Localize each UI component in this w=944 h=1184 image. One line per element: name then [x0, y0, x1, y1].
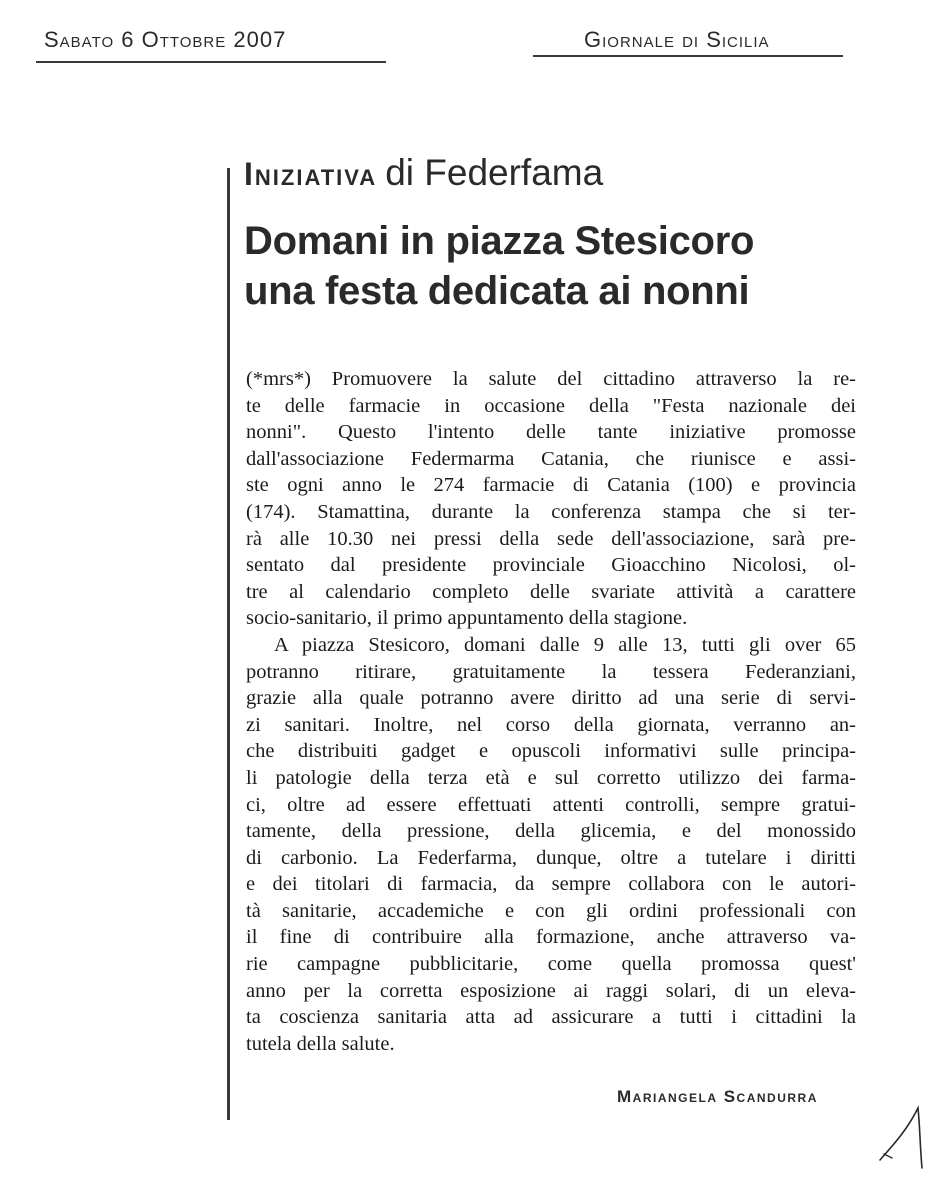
headline-line: Domani in piazza Stesicoro	[244, 219, 755, 263]
body-line: A piazza Stesicoro, domani dalle 9 alle 13, tutti gli over 65	[274, 633, 856, 656]
article-author: Mariangela Scandurra	[617, 1087, 818, 1106]
header-rule-left	[36, 61, 386, 63]
column-rule	[227, 168, 230, 1120]
body-line: potranno ritirare, gratuitamente la tessera Federanziani,	[246, 660, 856, 683]
body-line: nonni". Questo l'intento delle tante iniziative promosse	[246, 421, 856, 444]
body-line: il fine di contribuire alla formazione, anche attraverso va-	[246, 926, 856, 949]
body-line: tamente, della pressione, della glicemia, e del monossido	[246, 820, 856, 843]
body-line: socio-sanitario, il primo appuntamento della stagione.	[246, 607, 688, 630]
headline-line: una festa dedicata ai nonni	[244, 269, 750, 313]
kicker-subject: di Federfama	[385, 152, 604, 193]
body-line: sentato dal presidente provinciale Gioacchino Nicolosi, ol-	[246, 554, 856, 577]
body-line: di carbonio. La Federfarma, dunque, oltre a tutelare i diritti	[246, 846, 856, 869]
body-line: e dei titolari di farmacia, da sempre collabora con le autori-	[246, 873, 856, 896]
body-line: dall'associazione Federmarma Catania, che riunisce e assi-	[246, 447, 856, 470]
body-line: che distribuiti gadget e opuscoli informativi sulle principa-	[246, 740, 856, 763]
body-line: (*mrs*) Promuovere la salute del cittadino attraverso la re-	[246, 368, 856, 390]
article-kicker	[244, 152, 603, 194]
body-line: rie campagne pubblicitarie, come quella promossa quest'	[246, 953, 856, 976]
body-line: anno per la corretta esposizione ai raggi solari, di un eleva-	[246, 979, 856, 1002]
body-line: grazie alla quale potranno avere diritto ad una serie di servi-	[246, 687, 856, 710]
body-line: zi sanitari. Inoltre, nel corso della giornata, verranno an-	[246, 713, 856, 736]
article-body	[246, 366, 856, 1057]
kicker-label: Iniziativa	[244, 156, 378, 192]
body-line: te delle farmacie in occasione della "Festa nazionale dei	[246, 394, 856, 417]
article-headline	[244, 216, 844, 316]
body-line: tutela della salute.	[246, 1032, 395, 1055]
header-rule-right	[533, 55, 843, 57]
issue-date: Sabato 6 Ottobre 2007	[44, 27, 287, 52]
newspaper-name: Giornale di Sicilia	[584, 27, 770, 52]
body-line: ste ogni anno le 274 farmacie di Catania (100) e provincia	[246, 474, 856, 497]
body-line: (174). Stamattina, durante la conferenza stampa che si ter-	[246, 500, 856, 523]
body-line: rà alle 10.30 nei pressi della sede dell'associazione, sarà pre-	[246, 527, 856, 550]
pen-mark-icon	[862, 1088, 942, 1178]
body-line: li patologie della terza età e sul corretto utilizzo dei farma-	[246, 766, 856, 789]
body-line: tre al calendario completo delle svariate attività a carattere	[246, 580, 856, 603]
body-line: ci, oltre ad essere effettuati attenti controlli, sempre gratui-	[246, 793, 856, 816]
body-line: tà sanitarie, accademiche e con gli ordini professionali con	[246, 899, 856, 922]
body-line: ta coscienza sanitaria atta ad assicurare a tutti i cittadini la	[246, 1006, 856, 1029]
